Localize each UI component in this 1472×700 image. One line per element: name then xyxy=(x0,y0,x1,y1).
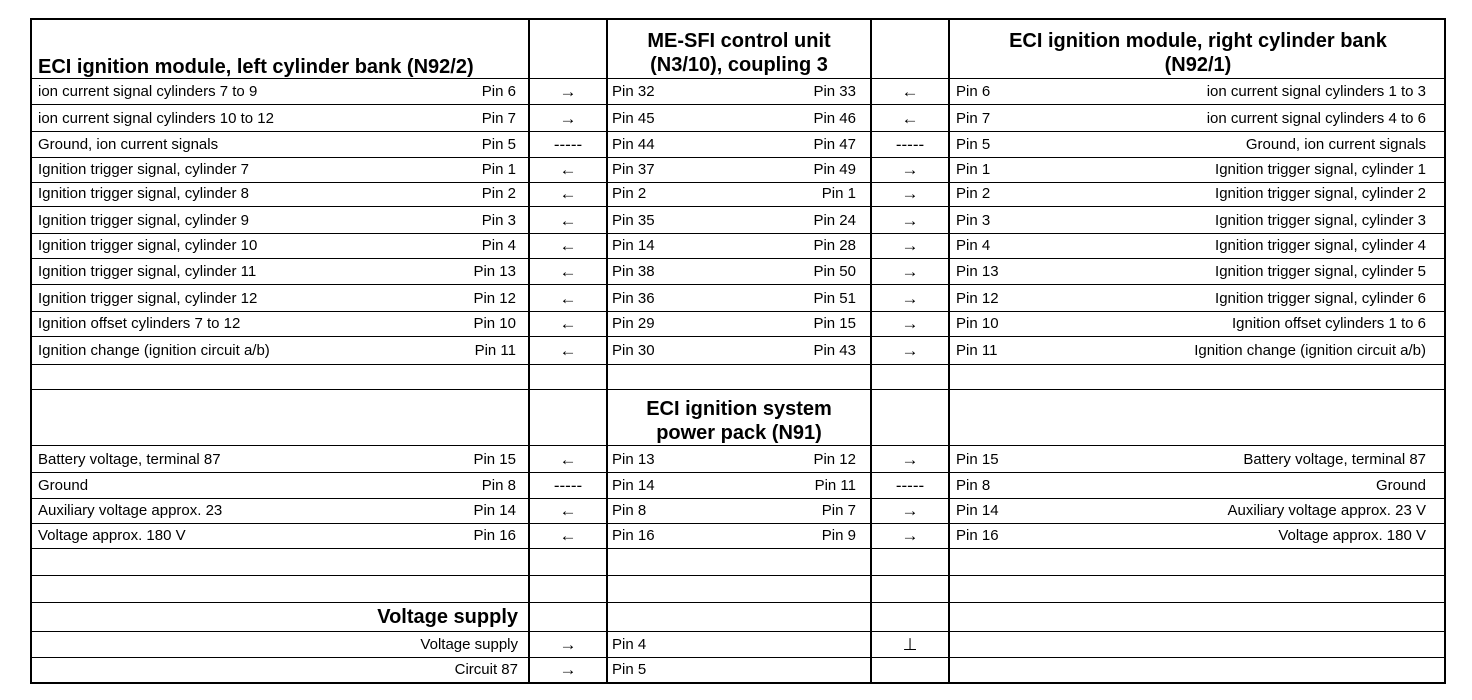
right-module-header-line1: ECI ignition module, right cylinder bank xyxy=(1009,30,1387,52)
left-direction-arrow: ← xyxy=(559,450,577,469)
right-description: Ignition offset cylinders 1 to 6 xyxy=(1231,315,1426,332)
left-direction-arrow: ← xyxy=(559,211,577,230)
control-unit-pin-left: Pin 38 xyxy=(612,263,655,280)
left-description: Ignition trigger signal, cylinder 10 xyxy=(38,237,258,254)
left-direction-arrow: → xyxy=(559,82,577,101)
row-divider xyxy=(32,157,1444,158)
left-pin: Pin 4 xyxy=(481,237,516,254)
right-direction-arrow: ← xyxy=(901,109,919,128)
control-unit-pin-left: Pin 16 xyxy=(612,527,655,544)
right-direction-arrow: → xyxy=(901,314,919,333)
right-pin: Pin 2 xyxy=(956,185,991,202)
left-description: Ignition trigger signal, cylinder 8 xyxy=(38,185,249,202)
left-module-header: ECI ignition module, left cylinder bank (N92/2) xyxy=(38,56,474,78)
left-description: Ground xyxy=(38,477,89,494)
right-description: Ignition trigger signal, cylinder 5 xyxy=(1215,263,1426,280)
left-direction-arrow: ← xyxy=(559,236,577,255)
right-description: Battery voltage, terminal 87 xyxy=(1243,451,1426,468)
left-direction-arrow: ← xyxy=(559,160,577,179)
row-divider xyxy=(32,78,1444,79)
right-pin: Pin 12 xyxy=(956,290,999,307)
left-direction-arrow: → xyxy=(559,109,577,128)
right-direction-arrow: ----- xyxy=(895,135,925,154)
left-pin: Pin 14 xyxy=(473,502,516,519)
left-direction-arrow: ← xyxy=(559,289,577,308)
right-description: Ignition trigger signal, cylinder 2 xyxy=(1215,185,1426,202)
control-unit-pin-right: Pin 9 xyxy=(821,527,856,544)
right-description: Auxiliary voltage approx. 23 V xyxy=(1227,502,1426,519)
left-description: Battery voltage, terminal 87 xyxy=(38,451,221,468)
right-pin: Pin 3 xyxy=(956,212,991,229)
control-unit-pin-right: Pin 12 xyxy=(813,451,856,468)
control-unit-pin-right: Pin 46 xyxy=(813,110,856,127)
left-direction-arrow: ----- xyxy=(553,135,583,154)
row-divider xyxy=(32,284,1444,285)
control-unit-pin-left: Pin 8 xyxy=(612,502,647,519)
right-direction-arrow: ← xyxy=(901,82,919,101)
row-divider xyxy=(32,206,1444,207)
row-divider xyxy=(32,657,1444,658)
left-pin: Pin 6 xyxy=(481,83,516,100)
left-direction-arrow: → xyxy=(559,635,577,654)
left-pin: Pin 12 xyxy=(473,290,516,307)
control-unit-pin-left: Pin 4 xyxy=(612,636,647,653)
column-divider xyxy=(948,20,950,682)
left-direction-arrow: ----- xyxy=(553,476,583,495)
right-pin: Pin 14 xyxy=(956,502,999,519)
left-direction-arrow: ← xyxy=(559,184,577,203)
control-unit-pin-left: Pin 37 xyxy=(612,161,655,178)
left-description: Auxiliary voltage approx. 23 xyxy=(38,502,223,519)
row-divider xyxy=(32,445,1444,446)
right-direction-arrow: → xyxy=(901,289,919,308)
control-unit-pin-right: Pin 49 xyxy=(813,161,856,178)
right-pin: Pin 15 xyxy=(956,451,999,468)
right-pin: Pin 11 xyxy=(956,342,998,359)
control-unit-pin-right: Pin 28 xyxy=(813,237,856,254)
left-description: Ground, ion current signals xyxy=(38,136,219,153)
right-direction-arrow: → xyxy=(901,341,919,360)
left-description: Ignition change (ignition circuit a/b) xyxy=(38,342,270,359)
left-description: ion current signal cylinders 10 to 12 xyxy=(38,110,274,127)
right-description: ion current signal cylinders 1 to 3 xyxy=(1206,83,1426,100)
right-description: Ground xyxy=(1375,477,1426,494)
right-pin: Pin 5 xyxy=(956,136,991,153)
control-unit-pin-left: Pin 44 xyxy=(612,136,655,153)
right-description: ion current signal cylinders 4 to 6 xyxy=(1206,110,1426,127)
row-divider xyxy=(32,472,1444,473)
control-unit-pin-right: Pin 11 xyxy=(814,477,856,494)
control-unit-pin-right: Pin 1 xyxy=(821,185,856,202)
right-direction-arrow: → xyxy=(901,501,919,520)
row-divider xyxy=(32,631,1444,632)
left-description: Ignition trigger signal, cylinder 7 xyxy=(38,161,249,178)
control-unit-pin-left: Pin 5 xyxy=(612,661,647,678)
row-divider xyxy=(32,233,1444,234)
control-unit-header-line2: (N3/10), coupling 3 xyxy=(650,54,828,76)
right-direction-arrow: → xyxy=(901,262,919,281)
control-unit-pin-right: Pin 15 xyxy=(813,315,856,332)
right-description: Ignition trigger signal, cylinder 6 xyxy=(1215,290,1426,307)
left-description: Ignition trigger signal, cylinder 12 xyxy=(38,290,258,307)
row-divider xyxy=(32,498,1444,499)
right-pin: Pin 8 xyxy=(956,477,991,494)
left-direction-arrow: → xyxy=(559,660,577,679)
right-pin: Pin 7 xyxy=(956,110,991,127)
control-unit-pin-right: Pin 47 xyxy=(813,136,856,153)
left-pin: Pin 8 xyxy=(481,477,516,494)
left-description: Ignition trigger signal, cylinder 11 xyxy=(38,263,257,280)
right-pin: Pin 10 xyxy=(956,315,999,332)
control-unit-pin-left: Pin 45 xyxy=(612,110,655,127)
control-unit-pin-left: Pin 13 xyxy=(612,451,655,468)
pinout-table xyxy=(30,18,1446,684)
left-direction-arrow: ← xyxy=(559,341,577,360)
control-unit-pin-left: Pin 2 xyxy=(612,185,647,202)
voltage-supply-header: Voltage supply xyxy=(377,606,518,628)
right-direction-arrow: ----- xyxy=(895,476,925,495)
right-description: Voltage approx. 180 V xyxy=(1278,527,1426,544)
left-pin: Pin 3 xyxy=(481,212,516,229)
control-unit-pin-right: Pin 33 xyxy=(813,83,856,100)
right-direction-arrow: → xyxy=(901,184,919,203)
control-unit-pin-left: Pin 14 xyxy=(612,477,655,494)
left-description: Ignition offset cylinders 7 to 12 xyxy=(38,315,241,332)
right-pin: Pin 16 xyxy=(956,527,999,544)
control-unit-pin-left: Pin 35 xyxy=(612,212,655,229)
right-direction-arrow: → xyxy=(901,450,919,469)
row-divider xyxy=(32,182,1444,183)
left-pin: Pin 16 xyxy=(473,527,516,544)
control-unit-pin-right: Pin 24 xyxy=(813,212,856,229)
left-pin: Pin 11 xyxy=(474,342,516,359)
left-direction-arrow: ← xyxy=(559,526,577,545)
left-pin: Pin 7 xyxy=(481,110,516,127)
left-description: ion current signal cylinders 7 to 9 xyxy=(38,83,258,100)
left-pin: Pin 2 xyxy=(481,185,516,202)
row-divider xyxy=(32,523,1444,524)
right-description: Ground, ion current signals xyxy=(1245,136,1426,153)
left-pin: Pin 5 xyxy=(481,136,516,153)
row-divider xyxy=(32,131,1444,132)
right-pin: Pin 13 xyxy=(956,263,999,280)
row-divider xyxy=(32,389,1444,390)
right-description: Ignition trigger signal, cylinder 3 xyxy=(1215,212,1426,229)
control-unit-pin-left: Pin 14 xyxy=(612,237,655,254)
control-unit-pin-left: Pin 29 xyxy=(612,315,655,332)
left-description: Ignition trigger signal, cylinder 9 xyxy=(38,212,249,229)
right-pin: Pin 4 xyxy=(956,237,991,254)
control-unit-header-line1: ME-SFI control unit xyxy=(647,30,831,52)
control-unit-pin-right: Pin 50 xyxy=(813,263,856,280)
right-direction-arrow: → xyxy=(901,211,919,230)
row-divider xyxy=(32,575,1444,576)
left-pin: Pin 1 xyxy=(481,161,516,178)
control-unit-pin-right: Pin 43 xyxy=(813,342,856,359)
left-pin: Pin 13 xyxy=(473,263,516,280)
row-divider xyxy=(32,311,1444,312)
control-unit-pin-right: Pin 51 xyxy=(813,290,856,307)
right-description: Ignition trigger signal, cylinder 1 xyxy=(1215,161,1426,178)
left-direction-arrow: ← xyxy=(559,314,577,333)
left-pin: Pin 10 xyxy=(473,315,516,332)
row-divider xyxy=(32,258,1444,259)
row-divider xyxy=(32,548,1444,549)
ground-symbol: ⊥ xyxy=(902,635,918,654)
left-pin: Pin 15 xyxy=(473,451,516,468)
right-direction-arrow: → xyxy=(901,160,919,179)
row-divider xyxy=(32,336,1444,337)
power-pack-header-line2: power pack (N91) xyxy=(656,422,822,444)
right-module-header-line2: (N92/1) xyxy=(1164,54,1232,76)
control-unit-pin-left: Pin 36 xyxy=(612,290,655,307)
column-divider xyxy=(606,20,608,682)
left-direction-arrow: ← xyxy=(559,262,577,281)
voltage-supply-label: Voltage supply xyxy=(420,636,518,653)
right-pin: Pin 1 xyxy=(956,161,991,178)
power-pack-header-line1: ECI ignition system xyxy=(646,398,832,420)
right-description: Ignition trigger signal, cylinder 4 xyxy=(1215,237,1426,254)
right-description: Ignition change (ignition circuit a/b) xyxy=(1194,342,1426,359)
row-divider xyxy=(32,104,1444,105)
right-pin: Pin 6 xyxy=(956,83,991,100)
left-direction-arrow: ← xyxy=(559,501,577,520)
control-unit-pin-left: Pin 30 xyxy=(612,342,655,359)
right-direction-arrow: → xyxy=(901,236,919,255)
row-divider xyxy=(32,602,1444,603)
control-unit-pin-right: Pin 7 xyxy=(821,502,856,519)
control-unit-pin-left: Pin 32 xyxy=(612,83,655,100)
voltage-supply-label: Circuit 87 xyxy=(454,661,518,678)
left-description: Voltage approx. 180 V xyxy=(38,527,186,544)
right-direction-arrow: → xyxy=(901,526,919,545)
row-divider xyxy=(32,364,1444,365)
